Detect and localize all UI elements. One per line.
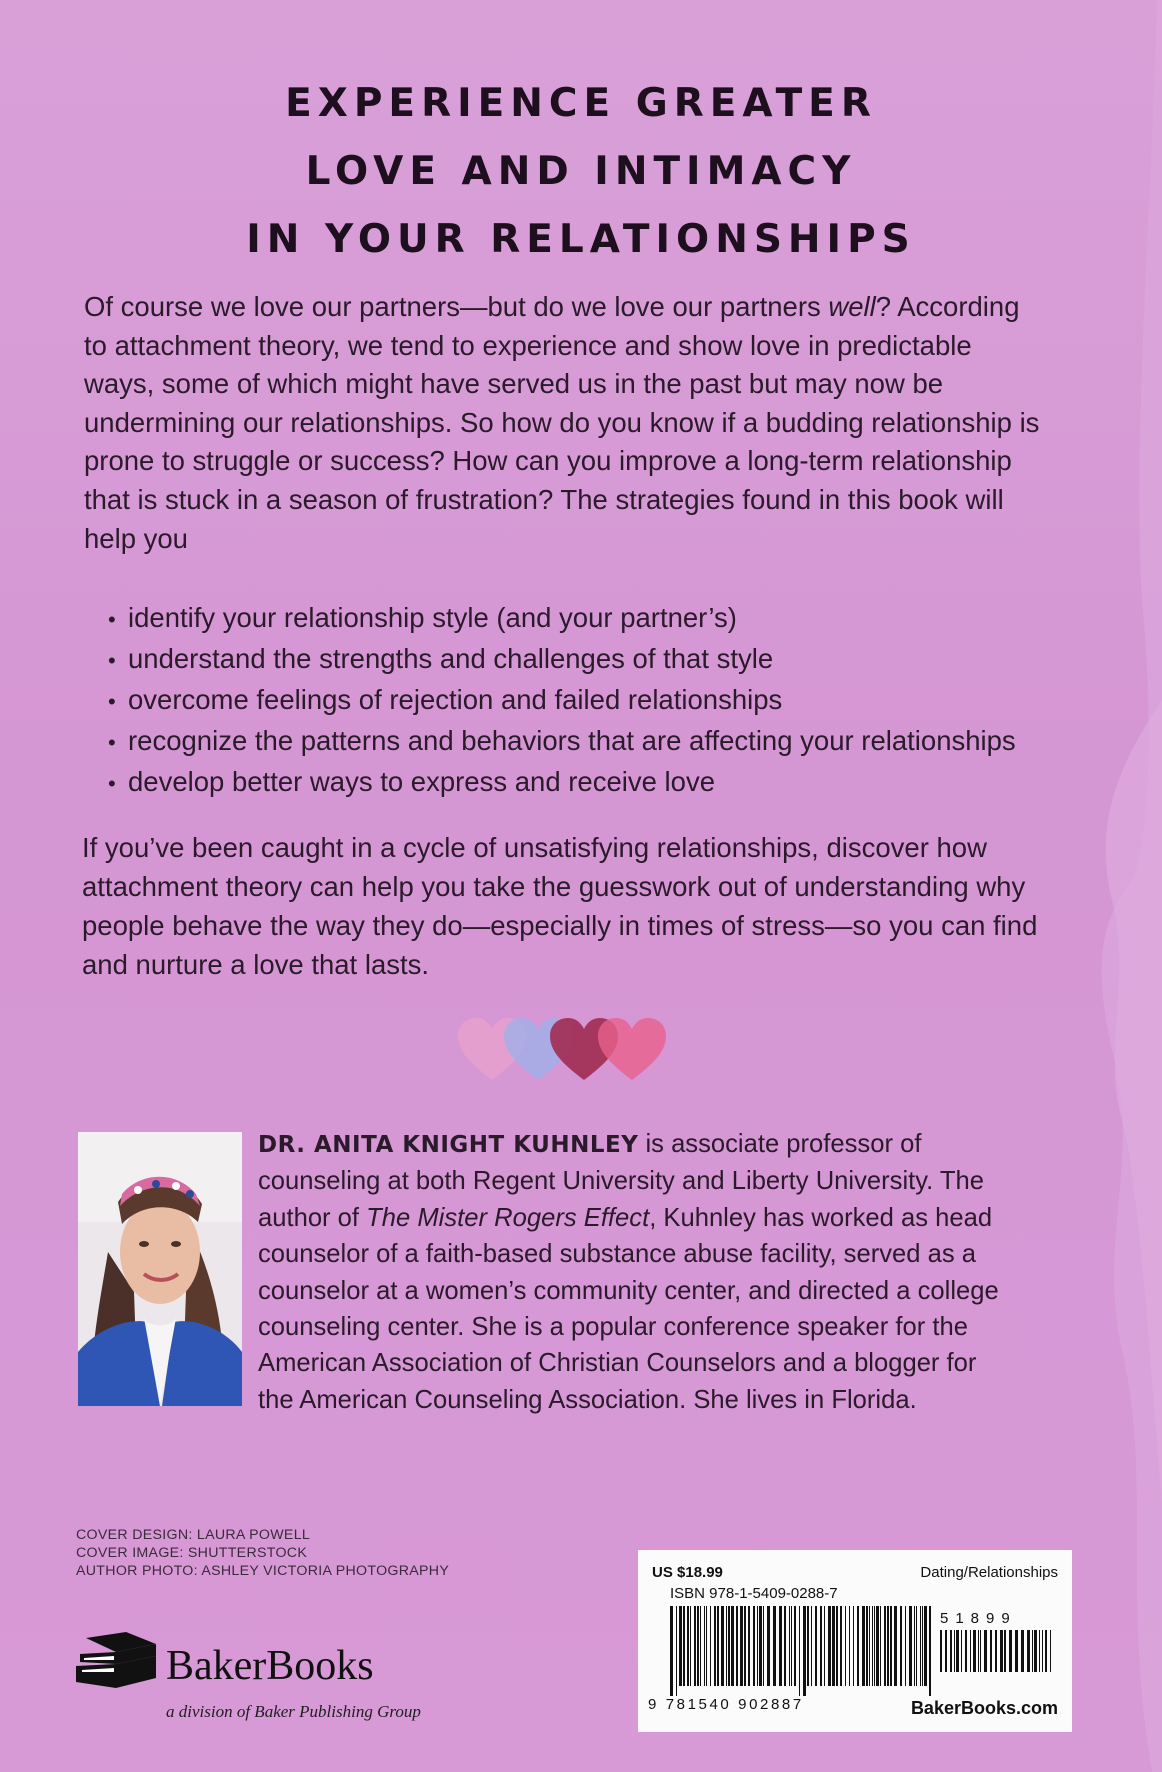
bullet-dot: • [108,771,116,796]
author-photo [78,1132,242,1406]
headline [0,70,1162,274]
barcode-digits: 9 781540 902887 [648,1696,804,1713]
credit-author-photo: AUTHOR PHOTO: ASHLEY VICTORIA PHOTOGRAPHY [76,1563,450,1579]
list-item: • identify your relationship style (and your partner’s) [108,598,1088,639]
list-item: • understand the strengths and challenges of that style [108,639,1088,680]
benefits-list [108,598,1088,803]
bullet-dot: • [108,607,116,632]
price-label: US $18.99 [652,1564,723,1581]
barcode-icon [670,1606,932,1696]
emphasis-well: well [828,291,876,322]
credit-cover-image: COVER IMAGE: SHUTTERSTOCK [76,1545,308,1561]
publisher-brand: BakerBooks [166,1643,374,1689]
hearts-icon [456,1016,672,1086]
headline-line-3: IN YOUR RELATIONSHIPS [246,217,916,262]
isbn-label: ISBN 978-1-5409-0288-7 [670,1585,838,1602]
outro-paragraph: If you’ve been caught in a cycle of unsatisfying relationships, discover how attachment theory can help you take the guesswork out of understanding why people behave the way they do—especially in times of stress—so you can find and nurture a love that lasts. [82,832,1038,980]
intro-paragraph: Of course we love our partners—but do we love our partners well? According to attachment theory, we tend to experience and show love in predictable ways, some of which might have served us in the past but may now be undermining our relationships. So how do you know if a budding relationship is prone to struggle or success? How can you improve a long-term relationship that is stuck in a season of frustration? The strategies found in this book will help you [84,291,1040,554]
category-label: Dating/Relationships [920,1564,1058,1581]
author-bio: DR. ANITA KNIGHT KUHNLEY is associate professor of counseling at both Regent University and Liberty University. The author of The Mister Rogers Effect, Kuhnley has worked as head counselor of a faith-based substance abuse facility, served as a counselor at a women’s community center, and directed a college counseling center. She is a popular conference speaker for the American Association of Christian Counselors and a blogger for the American Counseling Association. She lives in Florida. [258,1130,999,1414]
book-title: The Mister Rogers Effect [366,1203,650,1232]
headline-line-2: LOVE AND INTIMACY [305,149,857,194]
barcode-panel [638,1550,1072,1732]
credits [76,1526,449,1580]
book-stack-icon [76,1632,156,1690]
list-item: • develop better ways to express and receive love [108,762,1088,803]
publisher-division: a division of Baker Publishing Group [166,1702,421,1721]
bullet-dot: • [108,730,116,755]
addon-barcode-icon [940,1630,1056,1682]
headline-line-1: EXPERIENCE GREATER [285,81,877,126]
addon-digits: 51899 [940,1610,1017,1627]
credit-cover-design: COVER DESIGN: LAURA POWELL [76,1527,311,1543]
list-item: • recognize the patterns and behaviors that are affecting your relationships [108,721,1088,762]
publisher-website: BakerBooks.com [910,1698,1058,1718]
author-name: DR. ANITA KNIGHT KUHNLEY [258,1132,639,1158]
bullet-dot: • [108,689,116,714]
publisher-logo [76,1628,476,1724]
bullet-dot: • [108,648,116,673]
list-item: • overcome feelings of rejection and failed relationships [108,680,1088,721]
